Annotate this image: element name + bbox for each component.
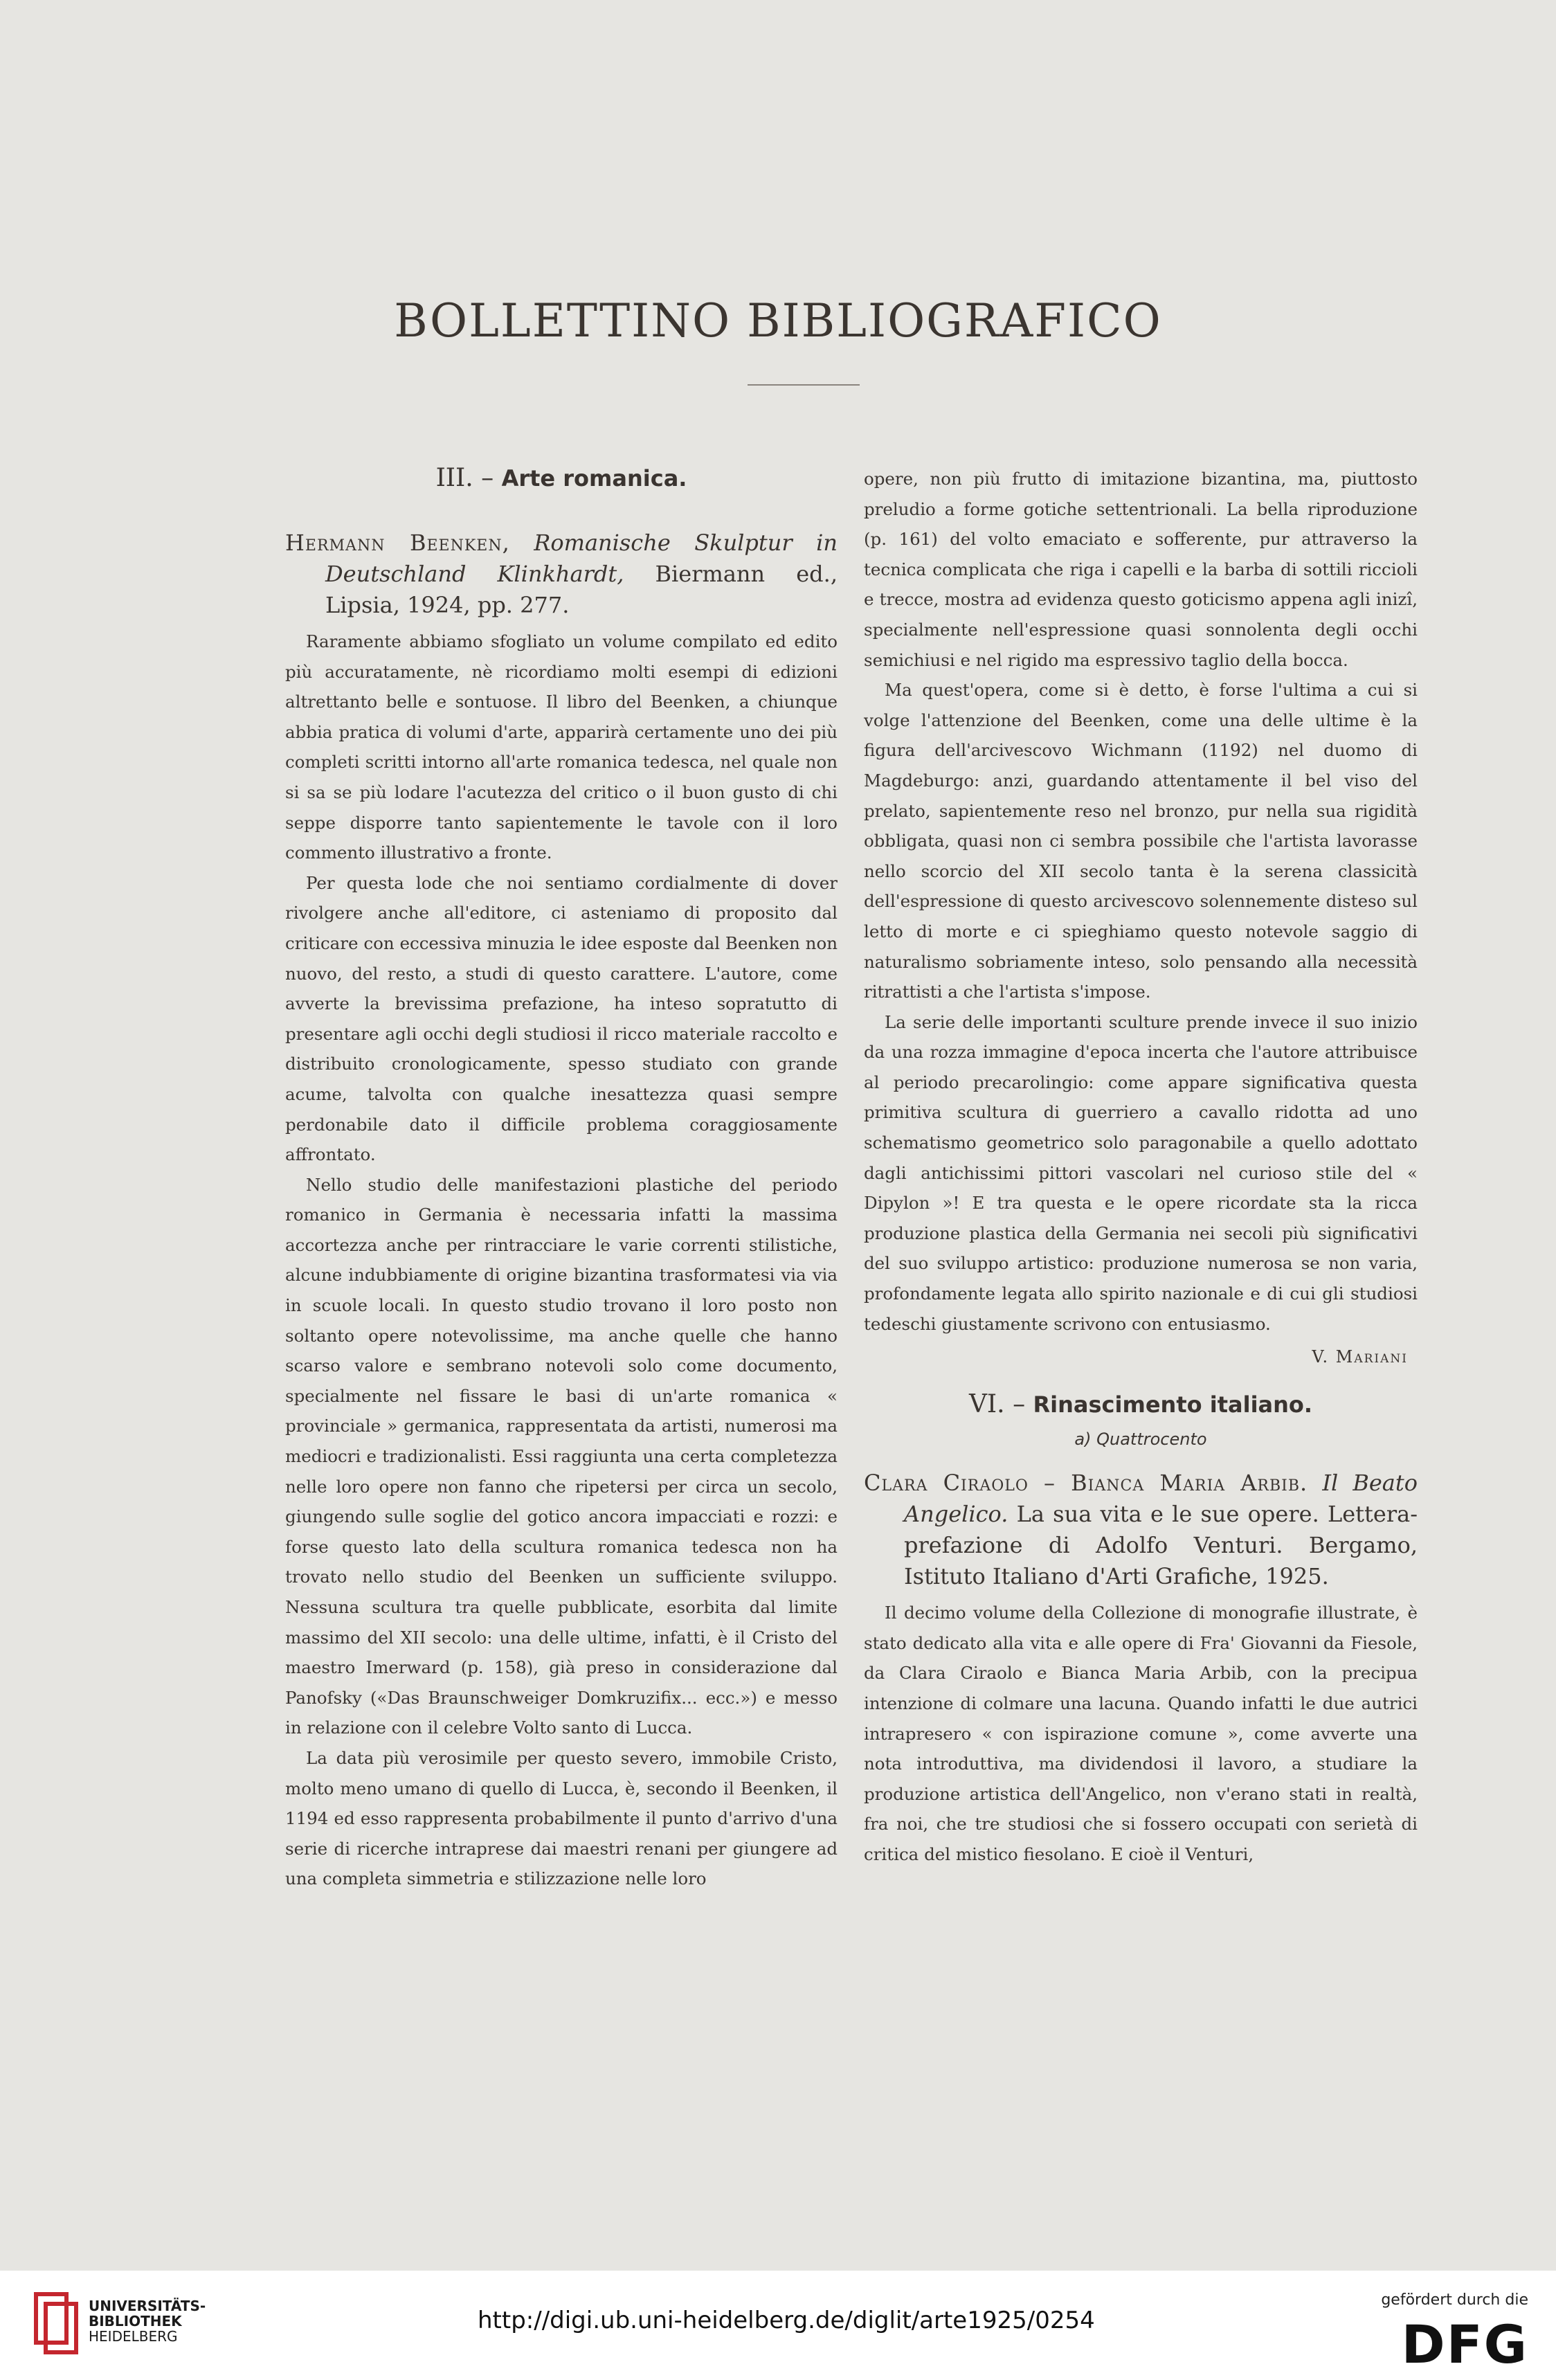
page-title: BOLLETTINO BIBLIOGRAFICO bbox=[394, 294, 1162, 348]
section-heading bbox=[285, 464, 838, 493]
review-paragraph: Raramente abbiamo sfogliato un volume compilato ed edito più accuratamente, nè ricordiamo molti esempi di edizioni altrettanto belle e sontuose. Il libro del Beenken, a chiunque abbia pratica di volumi d'arte, apparirà certamente uno dei più completi scritti intorno all'arte romanica tedesca, nel quale non si sa se più lodare l'acutezza del critico o il buon gusto di chi seppe disporre tanto sapientemente le tavole con il loro commento illustrativo a fronte. bbox=[285, 631, 838, 863]
left-column bbox=[285, 464, 838, 1894]
review-paragraph: Ma quest'opera, come si è detto, è forse l'ultima a cui si volge l'attenzione del Beenken, come una delle ultime è la figura dell'arcivescovo Wichmann (1192) nel duomo di Magdeburgo: anzi, guardando attentamente il bel viso del prelato, sapientemente reso nel bronzo, pur nella sua rigidità obbligata, quasi non ci sembra possibile che l'artista lavorasse nello scorcio del XII secolo tanta è la serena classicità dell'espressione di questo arcivescovo solennemente disteso sul letto di morte e ci spieghiamo questo notevole saggio di naturalismo sobriamente inteso, solo pensando alla necessità ritrattisti a che l'artista s'impose. bbox=[864, 680, 1418, 1002]
bibliographic-entry bbox=[285, 528, 838, 621]
review-paragraph: opere, non più frutto di imitazione bizantina, ma, piuttosto preludio a forme gotiche settentrionali. La bella riproduzione (p. 161) del volto emaciato e sofferente, pur attraverso la tecnica complicata che riga i capelli e la barba di sottili riccioli e trecce, mostra ad evidenza questo goticismo appena agli inizî, specialmente nell'espressione quasi sonnolenta degli occhi semichiusi e nel rigido ma espressivo taglio della bocca. bbox=[864, 469, 1418, 670]
entry-work: Il Beato Angelico. bbox=[904, 1470, 1418, 1528]
library-name-line: BIBLIOTHEK bbox=[89, 2313, 182, 2329]
subsection-heading: a) Quattrocento bbox=[1074, 1430, 1207, 1450]
section-heading bbox=[864, 1390, 1418, 1419]
entry-author: Clara Ciraolo – Bianca Maria Arbib. bbox=[864, 1470, 1308, 1497]
permalink-url[interactable]: http://digi.ub.uni-heidelberg.de/diglit/arte1925/0254 bbox=[478, 2307, 1095, 2334]
library-name-line: HEIDELBERG bbox=[89, 2328, 178, 2345]
review-paragraph: Nello studio delle manifestazioni plastiche del periodo romanico in Germania è necessaria infatti la massima accortezza anche per rintracciare le varie correnti stilistiche, alcune indubbiamente di origine bizantina trasformatesi via via in scuole locali. In questo studio trovano il loro posto non soltanto opere notevolissime, ma anche quelle che hanno scarso valore e sembrano notevoli solo come documento, specialmente nel fissare le basi di un'arte romanica « provinciale » germanica, rappresentata da artisti, numerosi ma mediocri e tradizionalisti. Essi raggiunta una certa completezza nelle loro opere non fanno che ripetersi per circa un secolo, giungendo sulle soglie del gotico ancora impacciati e rozzi: e forse questo lato della scultura romanica tedesca non ha trovato nello studio del Beenken un sufficiente sviluppo. Nessuna scultura tra quelle pubblicate, esorbita dal limite massimo del XII secolo: una delle ultime, infatti, è il Cristo del maestro Imerward (p. 158), già preso in considerazione dal Panofsky («Das Braunschweiger Domkruzifix... ecc.») e messo in relazione con il celebre Volto santo di Lucca. bbox=[285, 1174, 838, 1738]
entry-work: Romanische Skulptur in Deutschland Klinkhardt, bbox=[325, 530, 838, 587]
review-paragraph: La serie delle importanti sculture prende invece il suo inizio da una rozza immagine d'epoca incerta che l'autore attribuisce al periodo precarolingio: come appare significativa questa primitiva scultura di guerriero a cavallo ridotta ad uno schematismo geometrico solo paragonabile a quello adottato dagli antichissimi pittori vascolari nel curioso stile del « Dipylon »! E tra questa e le opere ricordate sta la ricca produzione plastica della Germania nei secoli più significativi del suo sviluppo artistico: produzione numerosa se non varia, profondamente legata allo spirito nazionale e di cui gli studiosi tedeschi giustamente scrivono con entusiasmo. bbox=[864, 1011, 1418, 1334]
section-number: VI. bbox=[968, 1390, 1005, 1419]
section-name: Arte romanica. bbox=[501, 465, 687, 492]
review-paragraph: La data più verosimile per questo severo, immobile Cristo, molto meno umano di quello di Lucca, è, secondo il Beenken, il 1194 ed esso rappresenta probabilmente il punto d'arrivo d'una serie di ricerche intraprese dai maestri renani per giungere ad una completa simmetria e stilizzazione nelle loro bbox=[285, 1747, 838, 1889]
library-name[interactable] bbox=[89, 2298, 206, 2344]
review-paragraph: Il decimo volume della Collezione di monografie illustrate, è stato dedicato alla vita e alle opere di Fra' Giovanni da Fiesole, da Clara Ciraolo e Bianca Maria Arbib, con la precipua intenzione di colmare una lacuna. Quando infatti le due autrici intrapresero « con ispirazione comune », come avverte una nota introduttiva, ma dividendosi il lavoro, a studiare la produzione artistica dell'Angelico, non v'erano stati in realtà, fra noi, che tre studiosi che si fossero occupati con serietà di critica del mistico fiesolano. E cioè il Venturi, bbox=[864, 1603, 1418, 1864]
review-paragraph: Per questa lode che noi sentiamo cordialmente di dover rivolgere anche all'editore, ci asteniamo di proposito dal criticare con eccessiva minuzia le idee esposte dal Beenken non nuovo, del resto, a studi di questo carattere. L'autore, come avverte la brevissima prefazione, ha inteso sopratutto di presentare agli occhi degli studiosi il ricco materiale raccolto e distribuito cronologicamente, spesso studiato con grande acume, talvolta con qualche inesattezza quasi sempre perdonabile dato il difficile problema coraggiosamente affrontato. bbox=[285, 872, 838, 1165]
reviewer-signature: V. Mariani bbox=[1312, 1347, 1408, 1367]
entry-details: La sua vita e le sue opere. Lettera-prefazione di Adolfo Venturi. Bergamo, Istituto Italiano d'Arti Grafiche, 1925. bbox=[904, 1501, 1418, 1590]
section-dash: – bbox=[481, 464, 494, 492]
dfg-logo[interactable]: DFG bbox=[1401, 2314, 1528, 2375]
title-rule bbox=[748, 384, 860, 386]
section-number: III. bbox=[435, 464, 473, 492]
right-column bbox=[864, 464, 1418, 1870]
entry-details: Biermann ed., Lipsia, 1924, pp. 277. bbox=[325, 561, 838, 618]
library-name-line: UNIVERSITÄTS- bbox=[89, 2298, 206, 2314]
section-dash: – bbox=[1013, 1390, 1026, 1419]
library-logo-icon[interactable] bbox=[30, 2289, 80, 2358]
entry-author: Hermann Beenken, bbox=[285, 530, 510, 556]
bibliographic-entry bbox=[864, 1468, 1418, 1592]
viewer-footer bbox=[0, 2271, 1556, 2380]
funding-caption: gefördert durch die bbox=[1381, 2291, 1528, 2309]
section-name: Rinascimento italiano. bbox=[1033, 1391, 1313, 1418]
